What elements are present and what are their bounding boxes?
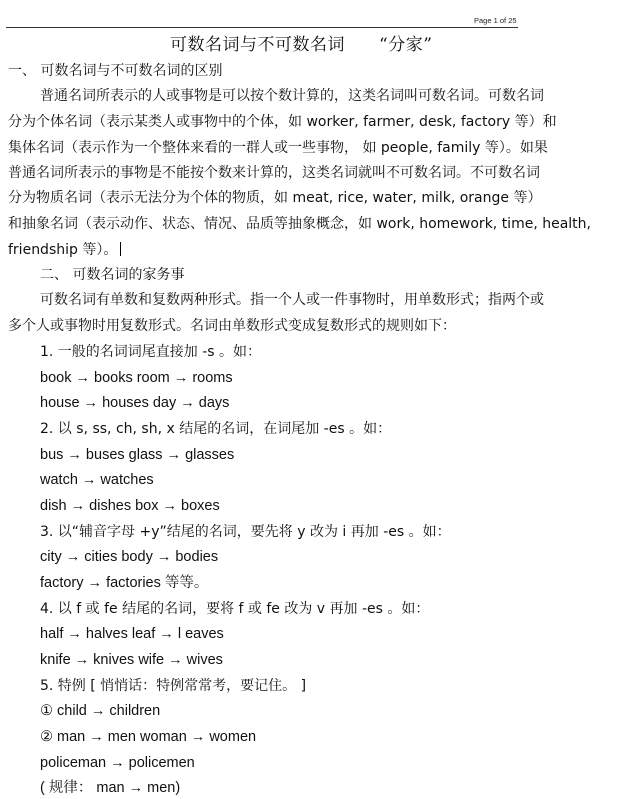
section-heading-2: 二、 可数名词的家务事 [40,267,185,283]
example-line: ① child → children [40,703,161,719]
rule-3: 3. 以“辅音字母 +y”结尾的名词，要先将 y 改为 i 再加 -es 。如： [40,524,451,540]
example-line: city → cities body → bodies [40,549,219,565]
example-line: half → halves leaf → l eaves [40,626,224,642]
example-line: ( 规律： man → men) [40,780,181,796]
rule-5: 5. 特例 [ 悄悄话：特例常常考，要记住。 ] [40,678,307,694]
paragraph-line: 分为物质名词（表示无法分为个体的物质，如 meat, rice, water, milk, orange 等） [8,190,542,206]
text-cursor [120,242,121,256]
header-rule [6,27,518,28]
page-number: Page 1 of 25 [474,16,517,25]
example-line: house → houses day → days [40,395,230,411]
rule-2: 2. 以 s, ss, ch, sh, x 结尾的名词，在词尾加 -es 。如： [40,421,392,437]
paragraph-line: 分为个体名词（表示某类人或事物中的个体，如 worker, farmer, desk, factory 等）和 [8,114,557,130]
paragraph-line: 集体名词（表示作为一个整体来看的一群人或一些事物， 如 people, family 等）。如果 [8,140,548,156]
title-sub: “分家” [379,35,433,55]
example-line: book → books room → rooms [40,370,233,386]
title-main: 可数名词与不可数名词 [170,35,345,55]
example-line: dish → dishes box → boxes [40,498,220,514]
paragraph-line: 和抽象名词（表示动作、状态、情况、品质等抽象概念，如 work, homework, time, health, [8,216,591,232]
section-heading-1: 一、 可数名词与不可数名词的区别 [8,63,223,79]
paragraph-line-end [8,240,121,260]
paragraph-end-text: friendship 等）。 [8,242,118,258]
example-line: watch → watches [40,472,154,488]
paragraph-line: 普通名词所表示的事物是不能按个数来计算的，这类名词就叫不可数名词。不可数名词 [8,165,540,181]
rule-1: 1. 一般的名词词尾直接加 -s 。如： [40,344,262,360]
example-line: policeman → policemen [40,755,195,771]
example-line: factory → factories 等等。 [40,575,209,591]
example-line: knife → knives wife → wives [40,652,223,668]
document-title [170,30,432,55]
rule-4: 4. 以 f 或 fe 结尾的名词，要将 f 或 fe 改为 v 再加 -es 。如： [40,601,430,617]
example-line: ② man → men woman → women [40,729,257,745]
paragraph-line: 普通名词所表示的人或事物是可以按个数计算的，这类名词叫可数名词。可数名词 [40,88,544,104]
example-line: bus → buses glass → glasses [40,447,235,463]
paragraph-line: 可数名词有单数和复数两种形式。指一个人或一件事物时，用单数形式；指两个或 [40,292,544,308]
paragraph-line: 多个人或事物时用复数形式。名词由单数形式变成复数形式的规则如下： [8,318,456,334]
